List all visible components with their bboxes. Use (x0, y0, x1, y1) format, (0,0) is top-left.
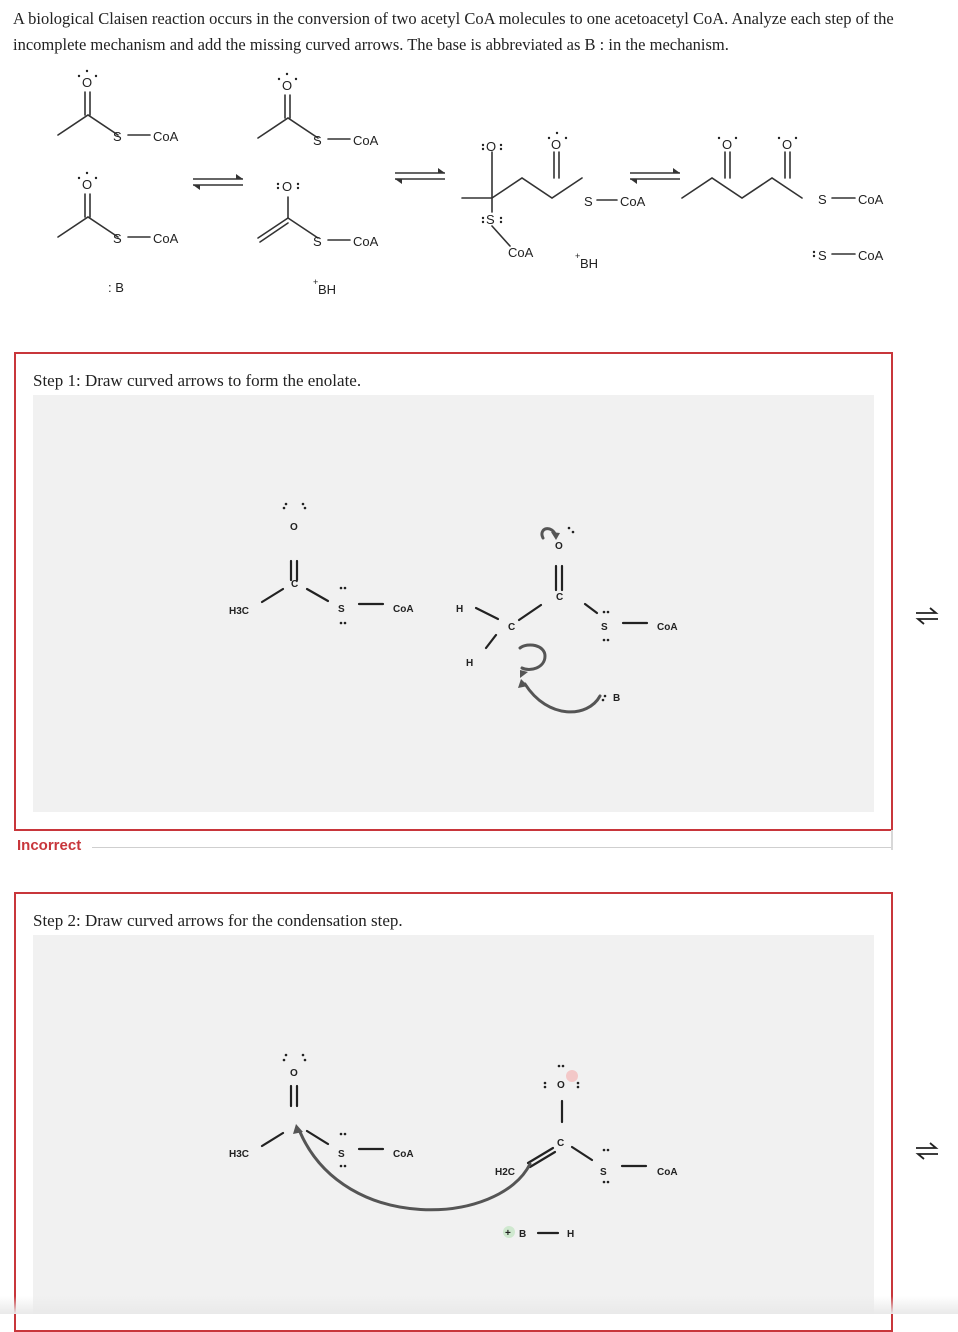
step1-atom-c: C (508, 622, 516, 633)
scheme-atom-label: S (818, 248, 827, 263)
step2-atom-s: S (338, 1149, 345, 1160)
step1-atom-o: O (290, 522, 298, 533)
positive-charge-label: + (505, 1228, 511, 1239)
scheme-atom-label: O (551, 137, 562, 152)
scheme-atom-label: S (113, 231, 122, 246)
step2-atom-h: H (567, 1229, 575, 1240)
scheme-atom-label: S (818, 192, 827, 207)
scheme-atom-label: O (282, 78, 293, 93)
step2-base-label: B (519, 1229, 527, 1240)
step1-methyl-label: H3C (229, 606, 250, 617)
scheme-coa-label: CoA (858, 248, 884, 263)
scheme-bh-label: BH (318, 282, 337, 297)
scheme-coa-label: CoA (858, 192, 884, 207)
step2-atom-o: O (290, 1068, 298, 1079)
step1-atom-c: C (291, 579, 299, 590)
scheme-coa-label: CoA (353, 133, 379, 148)
question-text: A biological Claisen reaction occurs in the conversion of two acetyl CoA molecules to one acetoacetyl CoA. Analyze each step of the incomplete mechanism and add the missing curved arrows. The base is abbreviated as B : in the mechanism. (13, 9, 894, 54)
scheme-coa-label: CoA (153, 129, 179, 144)
equilibrium-arrows-button[interactable] (912, 1138, 942, 1166)
equilibrium-arrows-button[interactable] (912, 603, 942, 631)
scheme-bh-label: BH (580, 256, 599, 271)
step1-coa-label: CoA (657, 622, 678, 633)
step1-atom-o: O (555, 541, 563, 552)
scheme-atom-label: S (584, 194, 593, 209)
scheme-coa-label: CoA (353, 234, 379, 249)
scheme-coa-label: CoA (508, 245, 534, 260)
step1-atom-c: C (556, 592, 564, 603)
scheme-plus-label: + (313, 277, 319, 287)
step1-atom-h: H (456, 604, 464, 615)
scheme-atom-label: O (82, 177, 93, 192)
scheme-atom-label: S (113, 129, 122, 144)
scheme-atom-label: S (313, 234, 322, 249)
scheme-atom-label: S (486, 212, 495, 227)
step1-atom-s: S (338, 604, 345, 615)
step1-status-label: Incorrect (17, 837, 82, 854)
step2-coa-label: CoA (657, 1167, 678, 1178)
scheme-base-label: : B (108, 280, 124, 295)
bottom-fade (0, 1296, 958, 1314)
negative-charge-badge (566, 1070, 578, 1082)
step2-atom-c: C (557, 1138, 565, 1149)
scheme-plus-label: + (575, 251, 581, 261)
scheme-atom-label: O (722, 137, 733, 152)
step2-atom-o: O (557, 1080, 565, 1091)
step1-title: Step 1: Draw curved arrows to form the enolate. (33, 371, 362, 390)
step1-atom-h: H (466, 658, 474, 669)
step2-atom-s: S (600, 1167, 607, 1178)
step1-coa-label: CoA (393, 604, 414, 615)
scheme-atom-label: O (486, 139, 497, 154)
scheme-atom-label: S (313, 133, 322, 148)
step1-base-label: B (613, 693, 621, 704)
scheme-atom-label: O (282, 179, 293, 194)
scheme-atom-label: O (782, 137, 793, 152)
scheme-coa-label: CoA (153, 231, 179, 246)
step1-atom-s: S (601, 622, 608, 633)
step2-methyl-label: H3C (229, 1149, 250, 1160)
step2-title: Step 2: Draw curved arrows for the condensation step. (33, 911, 403, 930)
scheme-coa-label: CoA (620, 194, 646, 209)
step2-coa-label: CoA (393, 1149, 414, 1160)
step2-methylene-label: H2C (495, 1167, 516, 1178)
scheme-atom-label: O (82, 75, 93, 90)
